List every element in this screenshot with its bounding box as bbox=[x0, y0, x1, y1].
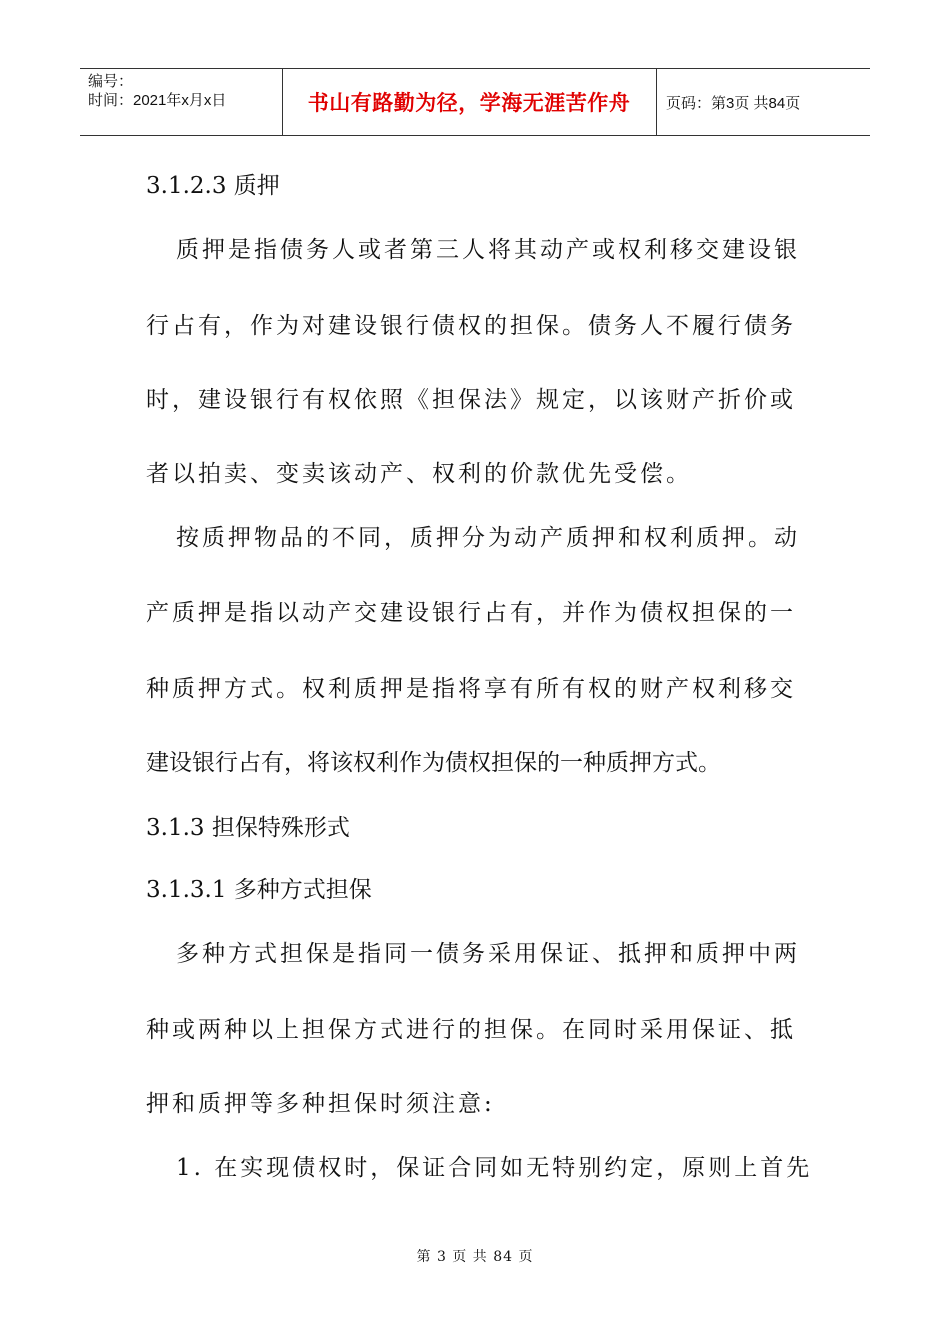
paragraph-line: 种质押方式。权利质押是指将享有所有权的财产权利移交 bbox=[146, 676, 796, 702]
page-footer: 第 3 页 共 84 页 bbox=[416, 1249, 534, 1265]
paragraph-line: 者以拍卖、变卖该动产、权利的价款优先受偿。 bbox=[146, 461, 692, 487]
section-heading: 3.1.3 担保特殊形式 bbox=[146, 815, 350, 841]
header-meta bbox=[88, 72, 226, 110]
paragraph-line: 产质押是指以动产交建设银行占有，并作为债权担保的一 bbox=[146, 600, 796, 626]
header-divider bbox=[656, 69, 657, 135]
paragraph-line: 押和质押等多种担保时须注意: bbox=[146, 1091, 495, 1117]
paragraph-line: 1. 在实现债权时，保证合同如无特别约定，原则上首先 bbox=[176, 1155, 813, 1181]
paragraph-line: 行占有，作为对建设银行债权的担保。债务人不履行债务 bbox=[146, 313, 796, 339]
document-number: 编号： bbox=[88, 73, 134, 90]
section-heading: 3.1.2.3 质押 bbox=[146, 173, 280, 199]
paragraph-line: 质押是指债务人或者第三人将其动产或权利移交建设银 bbox=[176, 237, 800, 263]
paragraph-line: 建设银行占有，将该权利作为债权担保的一种质押方式。 bbox=[146, 750, 721, 776]
header-motto: 书山有路勤为径，学海无涯苦作舟 bbox=[307, 92, 631, 115]
paragraph-line: 按质押物品的不同，质押分为动产质押和权利质押。动 bbox=[176, 525, 800, 551]
document-date: 时间：2021年x月x日 bbox=[88, 92, 227, 109]
paragraph-line: 时，建设银行有权依照《担保法》规定，以该财产折价或 bbox=[146, 387, 796, 413]
header-table bbox=[80, 68, 870, 136]
section-heading: 3.1.3.1 多种方式担保 bbox=[146, 877, 372, 903]
header-page-info: 页码：第3页 共84页 bbox=[666, 94, 801, 112]
paragraph-line: 多种方式担保是指同一债务采用保证、抵押和质押中两 bbox=[176, 941, 800, 967]
paragraph-line: 种或两种以上担保方式进行的担保。在同时采用保证、抵 bbox=[146, 1017, 796, 1043]
